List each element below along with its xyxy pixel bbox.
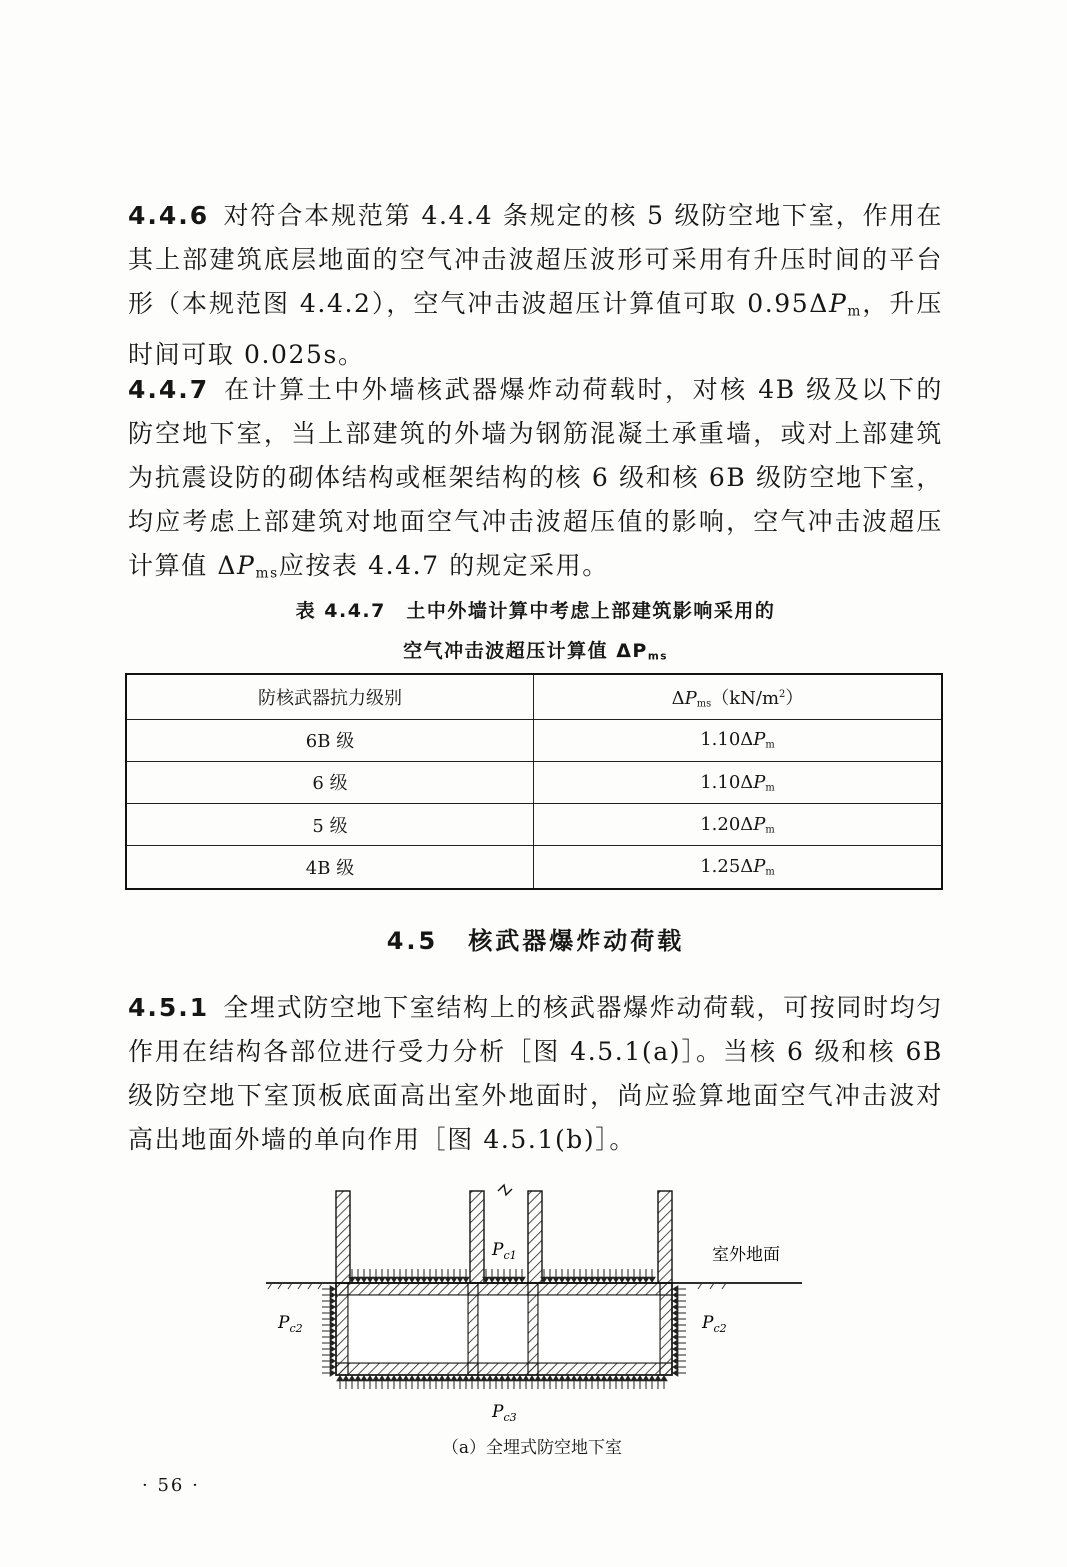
- cell-coef: 1.10Δ: [700, 729, 754, 751]
- header-sub: ms: [696, 698, 712, 710]
- clause-number: 4.4.6: [128, 201, 210, 230]
- upper-wall-mid-right: [528, 1191, 542, 1283]
- load-arrowhead: [577, 1376, 583, 1381]
- header-sup: 2: [779, 688, 786, 700]
- load-arrowhead: [463, 1376, 469, 1381]
- load-arrowhead: [493, 1376, 499, 1381]
- header-pms: [534, 674, 943, 719]
- table-caption-subscript: ms: [647, 650, 668, 663]
- load-arrowhead: [517, 1376, 523, 1381]
- section-heading: 核武器爆炸动荷载: [468, 927, 685, 955]
- load-arrowhead: [463, 1277, 469, 1282]
- load-arrowhead: [507, 1277, 513, 1282]
- cell-value: [534, 761, 943, 803]
- load-arrowhead: [421, 1376, 427, 1381]
- load-arrowhead: [433, 1277, 439, 1282]
- clause-text-end: 应按表 4.4.7 的规定采用。: [278, 551, 609, 580]
- load-arrowhead: [601, 1277, 607, 1282]
- load-arrowhead: [583, 1277, 589, 1282]
- load-arrowhead: [559, 1277, 565, 1282]
- load-arrowhead: [385, 1277, 391, 1282]
- load-arrowhead: [415, 1376, 421, 1381]
- load-arrowhead: [330, 1292, 335, 1298]
- load-arrowhead: [330, 1340, 335, 1346]
- load-arrowhead: [409, 1277, 415, 1282]
- label-pc2-right: $P_{c2}$: [702, 1313, 727, 1335]
- top-load-arrows: [349, 1269, 655, 1282]
- load-arrowhead: [673, 1346, 678, 1352]
- load-arrowhead: [673, 1304, 678, 1310]
- load-arrowhead: [571, 1376, 577, 1381]
- break-symbol: [498, 1185, 512, 1195]
- load-arrowhead: [403, 1277, 409, 1282]
- load-arrowhead: [553, 1376, 559, 1381]
- cell-value: [534, 719, 943, 761]
- section-title: [128, 921, 943, 956]
- cell-coef: 1.10Δ: [700, 771, 754, 793]
- cell-value: [534, 846, 943, 889]
- room-right: [538, 1295, 660, 1363]
- load-arrowhead: [439, 1277, 445, 1282]
- load-arrowhead: [595, 1277, 601, 1282]
- load-arrowhead: [673, 1334, 678, 1340]
- cell-symbol: P: [753, 856, 766, 878]
- ground-label: 室外地面: [712, 1245, 780, 1265]
- load-arrowhead: [330, 1352, 335, 1358]
- load-arrowhead: [565, 1376, 571, 1381]
- cell-symbol: P: [753, 814, 766, 835]
- load-arrowhead: [625, 1376, 631, 1381]
- cell-sub: m: [765, 782, 775, 794]
- load-arrowhead: [519, 1277, 525, 1282]
- load-arrowhead: [673, 1352, 678, 1358]
- load-arrowhead: [649, 1277, 655, 1282]
- load-arrowhead: [643, 1277, 649, 1282]
- load-arrowhead: [637, 1376, 643, 1381]
- load-arrowhead: [625, 1277, 631, 1282]
- load-arrowhead: [330, 1316, 335, 1322]
- table-row: [126, 761, 942, 803]
- load-arrowhead: [330, 1358, 335, 1364]
- load-arrowhead: [457, 1376, 463, 1381]
- symbol-subscript: ms: [255, 565, 279, 582]
- load-arrowhead: [673, 1298, 678, 1304]
- load-arrowhead: [643, 1376, 649, 1381]
- load-arrowhead: [655, 1376, 661, 1381]
- load-arrowhead: [469, 1376, 475, 1381]
- load-arrowhead: [330, 1346, 335, 1352]
- load-arrowhead: [403, 1376, 409, 1381]
- load-arrowhead: [421, 1277, 427, 1282]
- load-arrowhead: [649, 1376, 655, 1381]
- upper-wall-mid-left: [470, 1191, 484, 1283]
- load-arrowhead: [367, 1277, 373, 1282]
- load-arrowhead: [343, 1376, 349, 1381]
- label-pc2-left: $P_{c2}$: [278, 1313, 303, 1335]
- load-arrowhead: [330, 1310, 335, 1316]
- load-arrowhead: [673, 1292, 678, 1298]
- basement-wall-right: [660, 1283, 672, 1375]
- table-row: [126, 719, 942, 761]
- load-arrowhead: [330, 1304, 335, 1310]
- load-arrowhead: [475, 1376, 481, 1381]
- load-arrowhead: [535, 1376, 541, 1381]
- roof-slab: [336, 1283, 672, 1295]
- clause-text: 全埋式防空地下室结构上的核武器爆炸动荷载，可按同时均匀作用在结构各部位进行受力分析［图 4.5.1(a)］。当核 6 级和核 6B 级防空地下室顶板底面高出室外地面时，尚应验算地面空气冲击波对高出地面外墙的单向作用［图 4.5.1(b)］。: [128, 993, 943, 1154]
- load-arrowhead: [583, 1376, 589, 1381]
- figure-caption: （a）全埋式防空地下室: [441, 1438, 623, 1458]
- load-arrowhead: [385, 1376, 391, 1381]
- load-arrowhead: [379, 1277, 385, 1282]
- load-arrowhead: [661, 1376, 667, 1381]
- bottom-load-arrows: [337, 1376, 667, 1389]
- load-arrowhead: [673, 1286, 678, 1292]
- load-arrowhead: [529, 1376, 535, 1381]
- header-level: 防核武器抗力级别: [126, 674, 534, 719]
- cell-coef: 1.25Δ: [700, 856, 754, 878]
- load-arrowhead: [391, 1277, 397, 1282]
- load-arrowhead: [330, 1286, 335, 1292]
- clause-4-4-7: [128, 368, 943, 595]
- load-arrowhead: [367, 1376, 373, 1381]
- basement-wall-mid-left: [468, 1283, 478, 1375]
- cell-coef: 1.20Δ: [700, 814, 754, 835]
- load-arrowhead: [489, 1277, 495, 1282]
- load-arrowhead: [613, 1376, 619, 1381]
- load-arrowhead: [427, 1277, 433, 1282]
- clause-4-4-6: [128, 194, 943, 377]
- load-arrowhead: [330, 1334, 335, 1340]
- load-arrowhead: [445, 1277, 451, 1282]
- load-arrowhead: [673, 1370, 678, 1376]
- cell-level: 4B 级: [126, 846, 534, 889]
- cell-level: 6 级: [126, 761, 534, 803]
- table-caption-text: 空气冲击波超压计算值 ΔP: [403, 640, 648, 662]
- load-arrowhead: [553, 1277, 559, 1282]
- load-arrowhead: [495, 1277, 501, 1282]
- load-arrowhead: [330, 1298, 335, 1304]
- load-arrowhead: [373, 1277, 379, 1282]
- load-arrowhead: [637, 1277, 643, 1282]
- load-arrowhead: [349, 1376, 355, 1381]
- cell-sub: m: [765, 739, 775, 751]
- load-arrowhead: [673, 1364, 678, 1370]
- clause-text: 对符合本规范第 4.4.4 条规定的核 5 级防空地下室，作用在其上部建筑底层地面的空气冲击波超压波形可采用有升压时间的平台形（本规范图 4.4.2），空气冲击波超压计算值可取 0.95Δ: [128, 201, 943, 318]
- clause-number: 4.4.7: [128, 375, 210, 404]
- upper-wall-right: [658, 1191, 672, 1283]
- load-arrowhead: [673, 1310, 678, 1316]
- cell-symbol: P: [753, 771, 766, 793]
- load-arrowhead: [673, 1322, 678, 1328]
- cell-level: 6B 级: [126, 719, 534, 761]
- cell-sub: m: [765, 824, 775, 836]
- load-arrowhead: [589, 1376, 595, 1381]
- symbol-subscript: m: [847, 303, 862, 320]
- load-arrowhead: [457, 1277, 463, 1282]
- clause-text: 在计算土中外墙核武器爆炸动荷载时，对核 4B 级及以下的防空地下室，当上部建筑的外墙为钢筋混凝土承重墙，或对上部建筑为抗震设防的砌体结构或框架结构的核 6 级和核 6B 级防空地下室，均应考虑上部建筑对地面空气冲击波超压值的影响，空气冲击波超压计算值 Δ: [128, 375, 943, 580]
- load-arrowhead: [379, 1376, 385, 1381]
- symbol-p: P: [828, 289, 848, 318]
- table-row: [126, 804, 942, 846]
- load-arrowhead: [589, 1277, 595, 1282]
- floor-slab: [336, 1363, 672, 1375]
- load-arrowhead: [595, 1376, 601, 1381]
- load-arrowhead: [673, 1358, 678, 1364]
- load-arrowhead: [613, 1277, 619, 1282]
- load-arrowhead: [433, 1376, 439, 1381]
- load-arrowhead: [631, 1376, 637, 1381]
- load-arrowhead: [330, 1370, 335, 1376]
- cell-sub: m: [765, 866, 775, 878]
- load-arrowhead: [373, 1376, 379, 1381]
- table-caption-line2: [128, 636, 943, 663]
- load-arrowhead: [547, 1277, 553, 1282]
- load-arrowhead: [511, 1376, 517, 1381]
- load-arrowhead: [451, 1376, 457, 1381]
- load-arrowhead: [607, 1376, 613, 1381]
- load-arrowhead: [505, 1376, 511, 1381]
- header-close: ）: [785, 687, 804, 709]
- table-caption-line1: 表 4.4.7 土中外墙计算中考虑上部建筑影响采用的: [295, 600, 776, 622]
- clause-4-5-1: [128, 986, 943, 1162]
- load-arrowhead: [499, 1376, 505, 1381]
- load-arrowhead: [619, 1376, 625, 1381]
- load-arrowhead: [631, 1277, 637, 1282]
- cell-symbol: P: [753, 729, 766, 751]
- load-arrowhead: [501, 1277, 507, 1282]
- load-arrowhead: [427, 1376, 433, 1381]
- load-arrowhead: [337, 1376, 343, 1381]
- load-arrowhead: [541, 1376, 547, 1381]
- load-arrowhead: [673, 1328, 678, 1334]
- basement-wall-mid-right: [528, 1283, 538, 1375]
- load-arrowhead: [577, 1277, 583, 1282]
- label-pc1: $P_{c1}$: [492, 1240, 517, 1262]
- table-row: [126, 846, 942, 889]
- header-delta: Δ: [671, 687, 685, 709]
- load-arrowhead: [601, 1376, 607, 1381]
- header-symbol: P: [684, 687, 697, 709]
- load-arrowhead: [451, 1277, 457, 1282]
- load-arrowhead: [415, 1277, 421, 1282]
- figure-buried-basement: [262, 1183, 802, 1468]
- load-arrowhead: [361, 1376, 367, 1381]
- load-arrowhead: [361, 1277, 367, 1282]
- load-arrowhead: [355, 1376, 361, 1381]
- load-arrowhead: [409, 1376, 415, 1381]
- symbol-p: P: [237, 551, 256, 580]
- load-arrowhead: [445, 1376, 451, 1381]
- load-arrowhead: [330, 1364, 335, 1370]
- room-middle: [478, 1295, 528, 1363]
- load-arrowhead: [330, 1328, 335, 1334]
- cell-level: 5 级: [126, 804, 534, 846]
- clause-text-end: ，升压时间可取 0.025s。: [128, 289, 943, 370]
- load-arrowhead: [439, 1376, 445, 1381]
- clause-number: 4.5.1: [128, 993, 210, 1022]
- load-arrowhead: [391, 1376, 397, 1381]
- basement-wall-left: [336, 1283, 348, 1375]
- load-arrowhead: [397, 1277, 403, 1282]
- load-arrowhead: [330, 1322, 335, 1328]
- table-header-row: [126, 674, 942, 719]
- section-number: 4.5: [386, 927, 439, 955]
- upper-wall-left: [336, 1191, 350, 1283]
- load-arrowhead: [607, 1277, 613, 1282]
- page-number: · 56 ·: [142, 1475, 200, 1496]
- load-arrowhead: [355, 1277, 361, 1282]
- room-left: [348, 1295, 468, 1363]
- load-arrowhead: [513, 1277, 519, 1282]
- load-arrowhead: [481, 1376, 487, 1381]
- load-arrowhead: [673, 1316, 678, 1322]
- load-arrowhead: [565, 1277, 571, 1282]
- load-arrowhead: [397, 1376, 403, 1381]
- cell-value: [534, 804, 943, 846]
- load-arrowhead: [619, 1277, 625, 1282]
- load-arrowhead: [547, 1376, 553, 1381]
- load-arrowhead: [487, 1376, 493, 1381]
- table-4-4-7: [125, 673, 943, 890]
- label-pc3: $P_{c3}$: [492, 1402, 517, 1424]
- header-unit: （kN/m: [711, 687, 780, 709]
- load-arrowhead: [559, 1376, 565, 1381]
- load-arrowhead: [673, 1340, 678, 1346]
- load-arrowhead: [571, 1277, 577, 1282]
- load-arrowhead: [523, 1376, 529, 1381]
